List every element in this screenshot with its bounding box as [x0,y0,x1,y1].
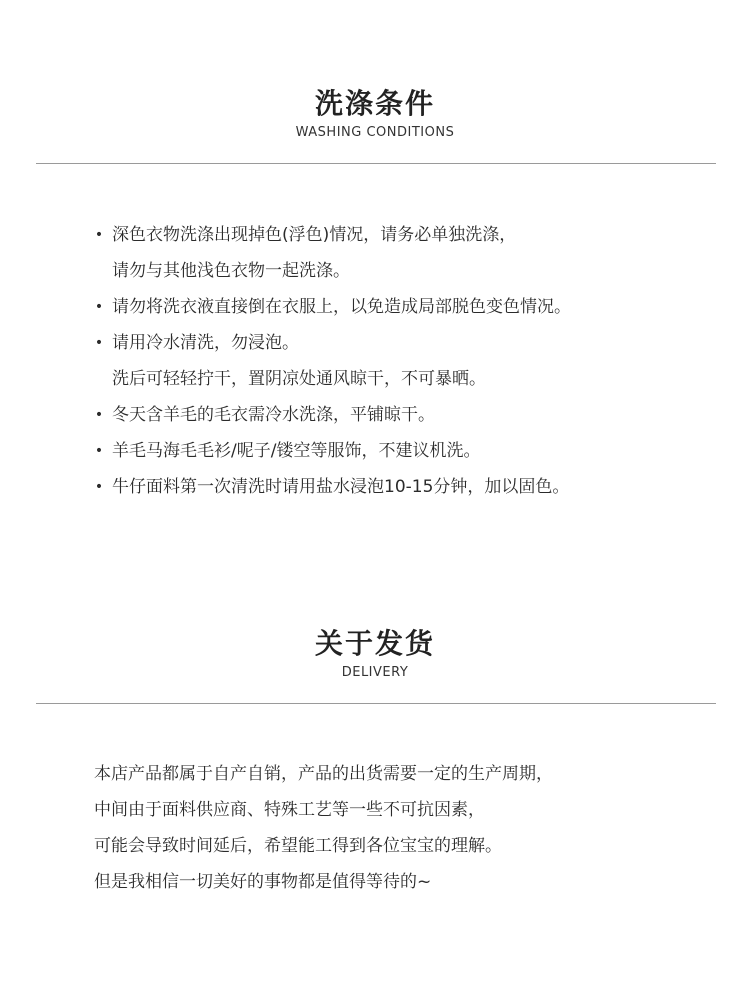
paragraph-line: 中间由于面料供应商、特殊工艺等一些不可抗因素， [94,800,485,820]
washing-title: 洗涤条件 [314,87,435,120]
bullet: • [94,479,104,495]
washing-instructions-list [92,217,732,505]
list-item [92,289,732,325]
bullet: • [94,227,104,243]
list-item-text: 深色衣物洗涤出现掉色(浮色)情况，请务必单独洗涤， [112,225,517,245]
list-item-text: 冬天含羊毛的毛衣需冷水洗涤，平铺晾干。 [112,405,435,425]
delivery-divider [36,703,716,704]
list-item-text: 请勿与其他浅色衣物一起洗涤。 [112,261,350,281]
list-item [92,361,732,397]
list-item [92,253,732,289]
delivery-subtitle: DELIVERY [341,665,409,680]
list-item [92,397,732,433]
list-item-text: 请用冷水清洗，勿浸泡。 [112,333,299,353]
bullet: • [94,335,104,351]
bullet: • [94,407,104,423]
list-item [92,325,732,361]
list-item [92,217,732,253]
washing-divider [36,163,716,164]
delivery-title: 关于发货 [314,627,435,660]
list-item [92,433,732,469]
list-item-text: 牛仔面料第一次清洗时请用盐水浸泡10-15分钟，加以固色。 [112,477,570,497]
list-item [92,469,732,505]
list-item-text: 请勿将洗衣液直接倒在衣服上，以免造成局部脱色变色情况。 [112,297,571,317]
paragraph-line: 本店产品都属于自产自销，产品的出货需要一定的生产周期， [94,764,553,784]
list-item-text: 洗后可轻轻拧干，置阴凉处通风晾干，不可暴晒。 [112,369,486,389]
bullet: • [94,299,104,315]
washing-subtitle: WASHING CONDITIONS [295,125,455,140]
list-item-text: 羊毛马海毛毛衫/呢子/镂空等服饰，不建议机洗。 [112,441,481,461]
paragraph-line: 但是我相信一切美好的事物都是值得等待的~ [94,872,432,892]
paragraph-line: 可能会导致时间延后，希望能工得到各位宝宝的理解。 [94,836,502,856]
delivery-paragraph [94,756,714,900]
bullet: • [94,443,104,459]
